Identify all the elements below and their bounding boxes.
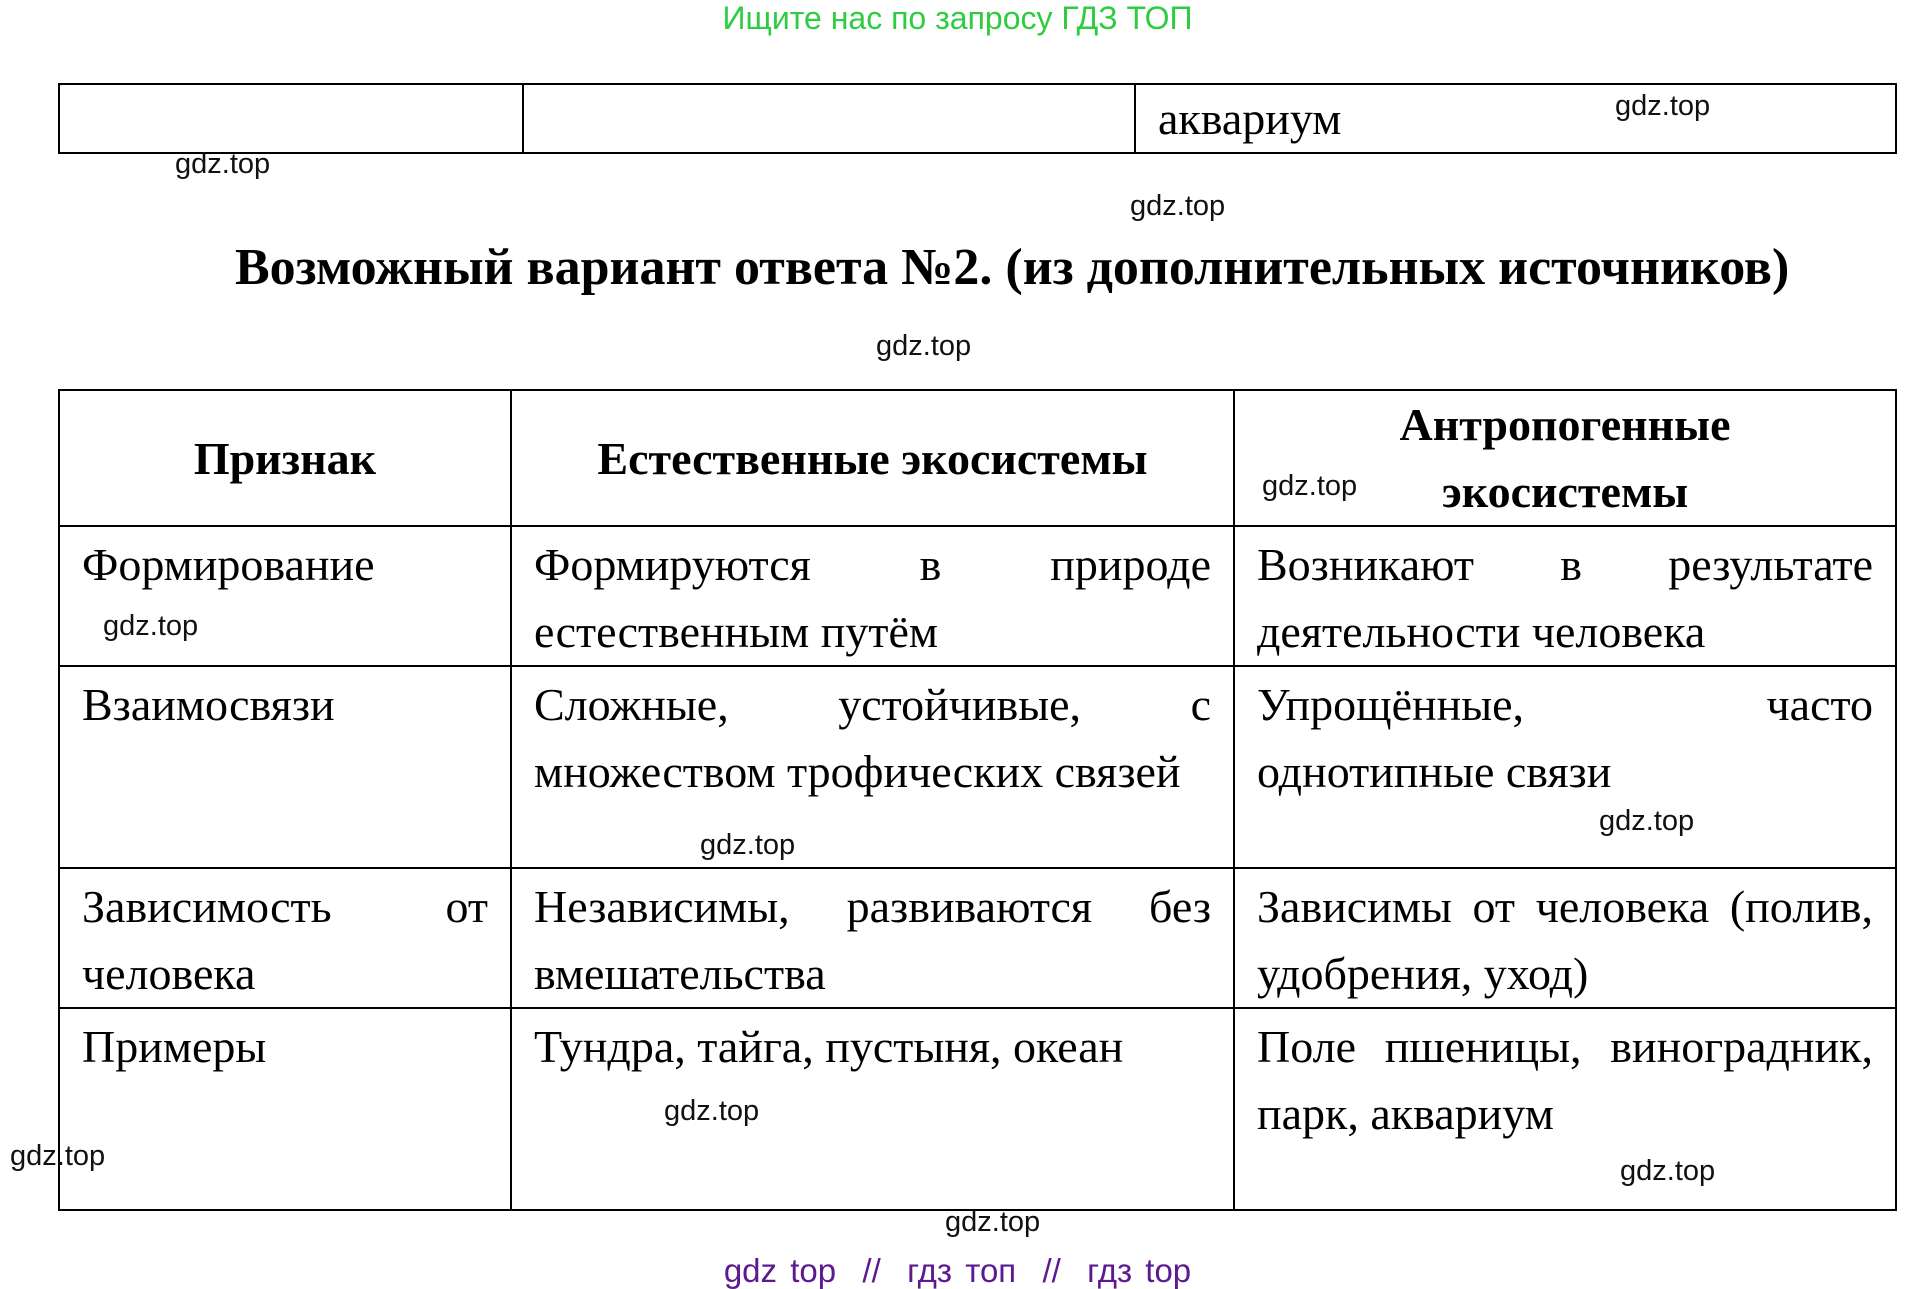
table-cell: Примеры [59, 1008, 511, 1210]
table-cell: Возникают в результате деятельности человека [1234, 526, 1896, 666]
table-cell: Зависимы от человека (полив, удобрения, уход) [1234, 868, 1896, 1008]
table-row [59, 526, 1896, 666]
column-header: Признак [59, 390, 511, 526]
table-cell: Упрощённые, часто однотипные связи [1234, 666, 1896, 868]
watermark: gdz.top [10, 1140, 106, 1172]
search-banner: Ищите нас по запросу ГДЗ ТОП [722, 0, 1193, 36]
table-cell: Тундра, тайга, пустыня, океан [511, 1008, 1234, 1210]
table-cell: Независимы, развиваются без вмешательства [511, 868, 1234, 1008]
watermark: gdz.top [103, 610, 199, 642]
watermark: gdz.top [1599, 805, 1695, 837]
watermark: gdz.top [1620, 1155, 1716, 1187]
table-cell: Взаимосвязи [59, 666, 511, 868]
footer-links: gdz top // гдз топ // гдз top [723, 1252, 1192, 1289]
table-row [59, 868, 1896, 1008]
column-header: Естественные экосистемы [511, 390, 1234, 526]
table-cell: аквариум [1135, 84, 1896, 153]
watermark: gdz.top [664, 1095, 760, 1127]
watermark: gdz.top [1262, 470, 1358, 502]
watermark: gdz.top [1615, 90, 1711, 122]
table-cell [59, 84, 523, 153]
watermark: gdz.top [876, 330, 972, 362]
table-cell: Поле пшеницы, виноградник, парк, аквариум [1234, 1008, 1896, 1210]
watermark: gdz.top [175, 148, 271, 180]
watermark: gdz.top [700, 829, 796, 861]
table-header-row [59, 390, 1896, 526]
table-cell: Зависимость от человека [59, 868, 511, 1008]
table-cell: Формируются в природе естественным путём [511, 526, 1234, 666]
table-cell: Формирование [59, 526, 511, 666]
section-heading: Возможный вариант ответа №2. (из дополнительных источников) [235, 239, 1790, 296]
watermark: gdz.top [1130, 190, 1226, 222]
column-header: Антропогенные экосистемы [1234, 390, 1896, 526]
ecosystems-comparison-table [58, 389, 1897, 1211]
table-cell [523, 84, 1135, 153]
watermark: gdz.top [945, 1206, 1041, 1238]
table-cell: Сложные, устойчивые, с множеством трофических связей [511, 666, 1234, 868]
table-row [59, 666, 1896, 868]
